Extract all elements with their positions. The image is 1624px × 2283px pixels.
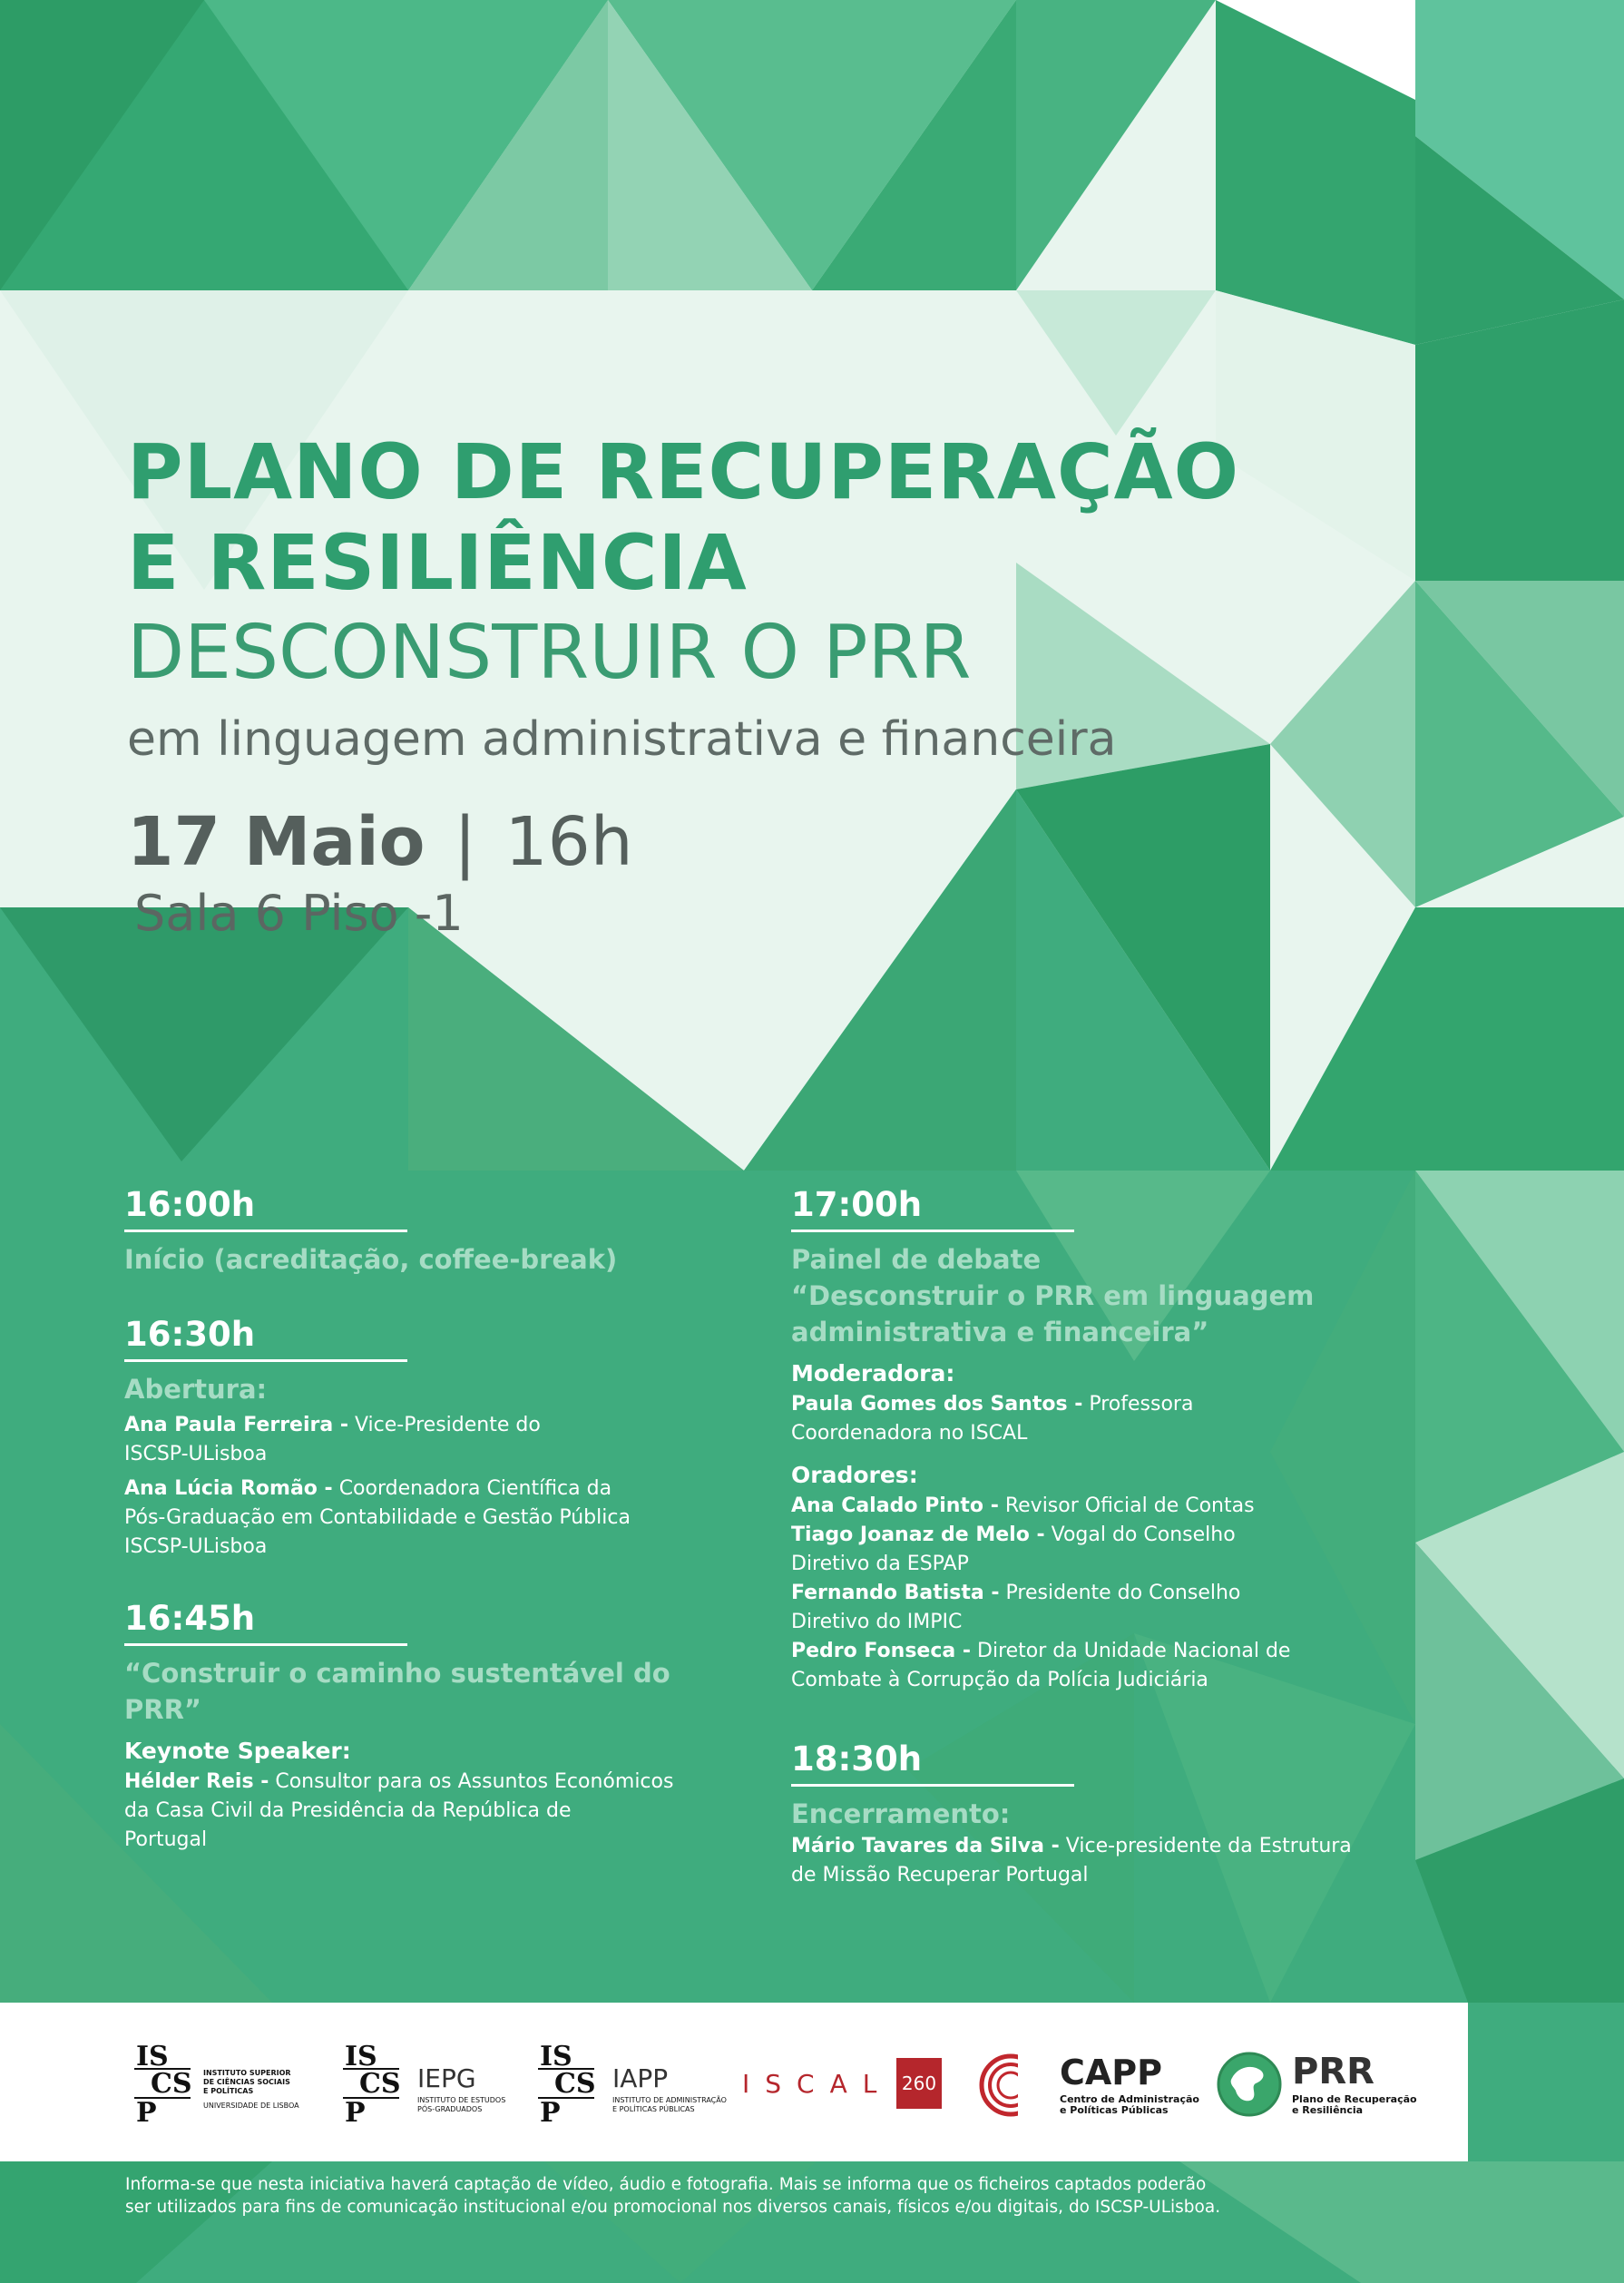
iepg-logo (336, 2042, 517, 2128)
speaker-role: Vice-presidente da Estrutura (1059, 1835, 1352, 1857)
speaker-entry (791, 1492, 1426, 1521)
moderator-entry (791, 1390, 1426, 1419)
iapp-logo (531, 2042, 730, 2128)
session-title-1645: “Construir o caminho sustentável do PRR” (124, 1658, 670, 1725)
iepg-text-1: INSTITUTO DE ESTUDOS (417, 2096, 506, 2104)
speakers-label: Oradores: (791, 1462, 918, 1488)
time-1630: 16:30h (124, 1314, 407, 1362)
speaker-role-cont: da Casa Civil da Presidência da República de (124, 1799, 572, 1822)
speaker-entry (791, 1579, 1426, 1608)
subtitle: em linguagem administrativa e financeira (127, 712, 1117, 767)
prr-globe-icon (1216, 2051, 1283, 2118)
speaker-role-cont: ISCSP-ULisboa (124, 1535, 268, 1558)
time-1645: 16:45h (124, 1598, 407, 1646)
iscal-wordmark: ISCAL (742, 2069, 893, 2099)
iepg-abbr: IEPG (417, 2063, 476, 2093)
iscal-logo (742, 2058, 942, 2112)
svg-text:IS: IS (540, 2042, 572, 2072)
prr-wordmark: PRR (1292, 2051, 1375, 2092)
svg-text:CS: CS (359, 2068, 401, 2100)
speaker-role: Presidente do Conselho (999, 1582, 1241, 1604)
program-left-column (124, 1184, 741, 1855)
capp-wordmark: CAPP (1060, 2053, 1162, 2092)
time-1830: 18:30h (791, 1739, 1074, 1787)
speaker-entry (124, 1768, 741, 1797)
keynote-label: Keynote Speaker: (124, 1738, 351, 1764)
speaker-role-cont: Coordenadora no ISCAL (791, 1422, 1028, 1445)
svg-text:IS: IS (345, 2042, 377, 2072)
program-right-column (791, 1184, 1426, 1890)
iscal-260-text: 260 (901, 2072, 937, 2094)
speaker-name: Ana Calado Pinto - (791, 1494, 999, 1517)
date-separator: | (454, 803, 476, 881)
capp-logo (978, 2053, 1214, 2116)
iapp-text-1: INSTITUTO DE ADMINISTRAÇÃO (612, 2096, 727, 2104)
speaker-name: Pedro Fonseca - (791, 1640, 972, 1662)
speaker-role: Coordenadora Científica da (332, 1477, 612, 1500)
panel-quote-1: “Desconstruir o PRR em linguagem (791, 1280, 1315, 1311)
moderator-label: Moderadora: (791, 1360, 955, 1386)
svg-text:IS: IS (136, 2042, 169, 2072)
speaker-name: Ana Paula Ferreira - (124, 1414, 348, 1436)
time-1700: 17:00h (791, 1184, 1074, 1232)
speaker-entry (791, 1832, 1426, 1861)
date-time (127, 804, 1306, 880)
iscsp-text-4: UNIVERSIDADE DE LISBOA (203, 2102, 299, 2110)
speaker-entry (791, 1521, 1426, 1550)
iapp-text-2: E POLÍTICAS PÚBLICAS (612, 2105, 695, 2113)
capp-text-1: Centro de Administração (1060, 2093, 1199, 2105)
iapp-abbr: IAPP (612, 2063, 669, 2093)
speaker-name: Ana Lúcia Romão - (124, 1477, 333, 1500)
title-block (127, 426, 1306, 944)
iscsp-logo (127, 2042, 336, 2128)
speaker-name: Tiago Joanaz de Melo - (791, 1524, 1045, 1546)
speaker-role-cont: Portugal (124, 1828, 208, 1851)
iscsp-mark-icon (531, 2042, 596, 2128)
speaker-role-cont: Pós-Graduação em Contabilidade e Gestão Pública (124, 1506, 631, 1529)
speaker-entry (124, 1411, 741, 1440)
speaker-role: Vice-Presidente do (347, 1414, 541, 1436)
iscal-260-badge (896, 2058, 942, 2109)
speaker-role-cont: Diretivo da ESPAP (791, 1553, 969, 1575)
title-line-1: PLANO DE RECUPERAÇÃO (127, 427, 1240, 516)
title-line-3: DESCONSTRUIR O PRR (127, 610, 972, 696)
session-title-1700: Painel de debate (791, 1244, 1042, 1275)
event-time: 16h (504, 803, 633, 881)
svg-text:P: P (136, 2097, 157, 2128)
speaker-role: Revisor Oficial de Contas (998, 1494, 1255, 1517)
speaker-role-cont: Diretivo do IMPIC (791, 1611, 963, 1633)
svg-text:CS: CS (554, 2068, 596, 2100)
speaker-role: Consultor para os Assuntos Económicos (269, 1770, 674, 1793)
footer-line-2: ser utilizados para fins de comunicação institucional e/ou promocional nos diversos canais, físicos e/ou digitais, do ISCSP-ULisboa. (125, 2198, 1221, 2217)
speaker-name: Fernando Batista - (791, 1582, 1000, 1604)
speaker-role: Diretor da Unidade Nacional de (971, 1640, 1291, 1662)
speaker-role: Vogal do Conselho (1044, 1524, 1236, 1546)
event-room: Sala 6 Piso -1 (134, 885, 464, 942)
speaker-name: Hélder Reis - (124, 1770, 269, 1793)
iscsp-text-3: E POLÍTICAS (203, 2087, 254, 2095)
speaker-role-cont: ISCSP-ULisboa (124, 1443, 268, 1465)
svg-text:P: P (345, 2097, 366, 2128)
speaker-entry (791, 1637, 1426, 1666)
speaker-role: Professora (1082, 1393, 1194, 1416)
session-title-1830: Encerramento: (791, 1798, 1011, 1829)
speaker-name: Mário Tavares da Silva - (791, 1835, 1060, 1857)
capp-text-2: e Políticas Públicas (1060, 2104, 1169, 2116)
event-date: 17 Maio (127, 803, 426, 881)
iscsp-text-2: DE CIÊNCIAS SOCIAIS (203, 2078, 290, 2086)
prr-logo (1216, 2051, 1452, 2118)
session-title-1630: Abertura: (124, 1374, 268, 1405)
iscsp-text-1: INSTITUTO SUPERIOR (203, 2069, 291, 2077)
speaker-entry (124, 1475, 741, 1504)
footer-disclaimer (125, 2173, 1486, 2219)
speaker-name: Paula Gomes dos Santos - (791, 1393, 1083, 1416)
iepg-text-2: PÓS-GRADUADOS (417, 2105, 483, 2113)
time-1600: 16:00h (124, 1184, 407, 1232)
prr-text-1: Plano de Recuperação (1292, 2093, 1417, 2105)
session-title-1600: Início (acreditação, coffee-break) (124, 1244, 618, 1275)
iscsp-mark-icon (336, 2042, 401, 2128)
speaker-role-cont: Combate à Corrupção da Polícia Judiciária (791, 1669, 1208, 1691)
footer-line-1: Informa-se que nesta iniciativa haverá captação de vídeo, áudio e fotografia. Mais se informa que os ficheiros captados poderão (125, 2175, 1207, 2194)
prr-text-2: e Resiliência (1292, 2104, 1364, 2116)
capp-circle-icon (978, 2053, 1043, 2118)
panel-quote-2: administrativa e financeira” (791, 1317, 1209, 1347)
title-line-2: E RESILIÊNCIA (127, 518, 748, 607)
svg-text:P: P (540, 2097, 561, 2128)
iscsp-mark-icon (127, 2042, 192, 2128)
svg-text:CS: CS (151, 2068, 192, 2100)
speaker-role-cont: de Missão Recuperar Portugal (791, 1864, 1089, 1886)
